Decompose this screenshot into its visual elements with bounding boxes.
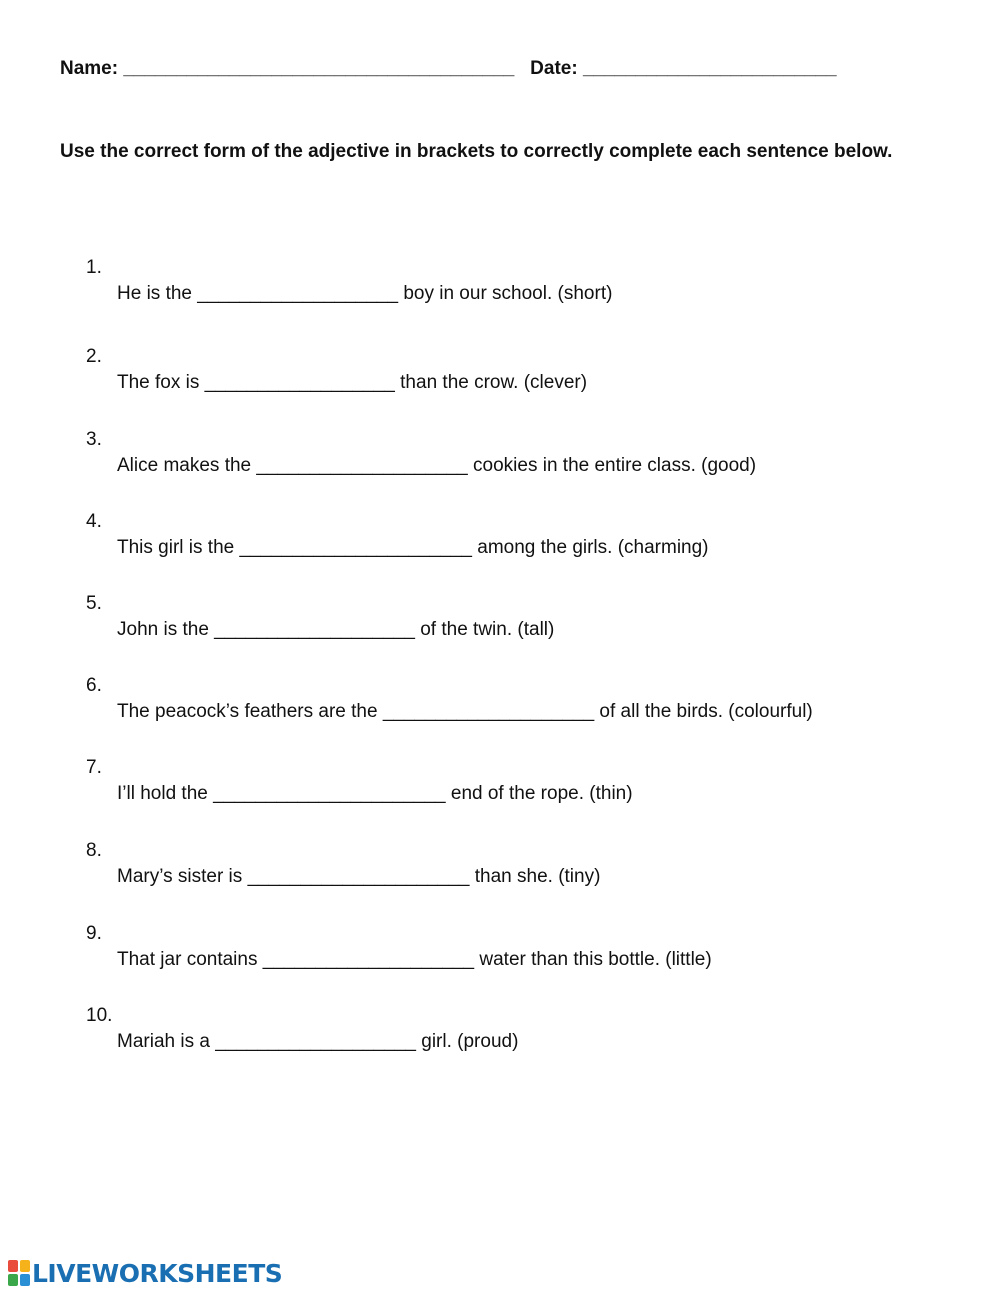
question-after: girl. (proud) [415, 1031, 519, 1052]
name-date-line: Name: _____________________________________ Date: ________________________ [60, 58, 837, 79]
question-after: end of the rope. (thin) [445, 783, 633, 804]
question-item [86, 647, 813, 722]
question-after: than the crow. (clever) [394, 372, 588, 393]
question-after: than she. (tiny) [469, 866, 601, 887]
question-number: 10. [86, 1005, 113, 1026]
question-text [117, 370, 587, 396]
question-number: 4. [86, 511, 102, 532]
question-number: 2. [86, 346, 102, 367]
question-item [86, 229, 613, 304]
liveworksheets-logo-icon [8, 1260, 30, 1286]
logo-tile [8, 1274, 18, 1286]
question-item [86, 483, 709, 558]
question-text [117, 947, 712, 973]
question-item [86, 895, 712, 970]
answer-blank[interactable]: _____________________ [247, 866, 470, 887]
question-text [117, 864, 600, 890]
question-after: of the twin. (tall) [414, 619, 555, 640]
answer-blank[interactable]: ___________________ [214, 619, 415, 640]
question-text [117, 699, 813, 725]
question-number: 7. [86, 757, 102, 778]
question-text [117, 535, 709, 561]
question-after: among the girls. (charming) [471, 537, 709, 558]
question-item [86, 565, 555, 640]
question-item [86, 977, 519, 1052]
liveworksheets-logo[interactable] [8, 1258, 282, 1288]
answer-blank[interactable]: ___________________ [197, 283, 399, 304]
question-number: 5. [86, 593, 102, 614]
answer-blank[interactable]: __________________ [204, 372, 395, 393]
answer-blank[interactable]: ___________________ [215, 1031, 416, 1052]
question-after: of all the birds. (colourful) [594, 701, 813, 722]
answer-blank[interactable]: ____________________ [382, 701, 595, 722]
answer-blank[interactable]: ____________________ [256, 455, 468, 476]
question-after: cookies in the entire class. (good) [467, 455, 757, 476]
question-before: I’ll hold the [117, 783, 214, 804]
logo-text: LIVEWORKSHEETS [32, 1258, 283, 1288]
question-before: Mary’s sister is [117, 866, 248, 887]
question-before: That jar contains [117, 949, 263, 970]
question-number: 8. [86, 840, 102, 861]
question-text [117, 453, 756, 479]
question-number: 9. [86, 923, 102, 944]
question-before: He is the [117, 283, 198, 304]
question-before: This girl is the [117, 537, 240, 558]
question-before: The peacock’s feathers are the [117, 701, 383, 722]
logo-tile [8, 1260, 18, 1272]
answer-blank[interactable]: ____________________ [262, 949, 475, 970]
logo-tile [20, 1260, 30, 1272]
question-after: boy in our school. (short) [398, 283, 613, 304]
question-item [86, 401, 757, 476]
question-item [86, 318, 588, 393]
answer-blank[interactable]: ______________________ [213, 783, 446, 804]
question-number: 3. [86, 429, 102, 450]
question-before: John is the [117, 619, 215, 640]
question-after: water than this bottle. (little) [474, 949, 712, 970]
question-text [117, 781, 633, 807]
answer-blank[interactable]: ______________________ [239, 537, 472, 558]
question-item [86, 812, 601, 887]
question-before: Mariah is a [117, 1031, 216, 1052]
question-text [117, 617, 554, 643]
question-before: The fox is [117, 372, 205, 393]
question-number: 6. [86, 675, 102, 696]
question-number: 1. [86, 257, 102, 278]
instruction-text: Use the correct form of the adjective in brackets to correctly complete each sentence below. [60, 141, 893, 162]
question-text [117, 1029, 518, 1055]
logo-tile [20, 1274, 30, 1286]
question-text [117, 281, 612, 307]
question-before: Alice makes the [117, 455, 257, 476]
question-item [86, 729, 633, 804]
